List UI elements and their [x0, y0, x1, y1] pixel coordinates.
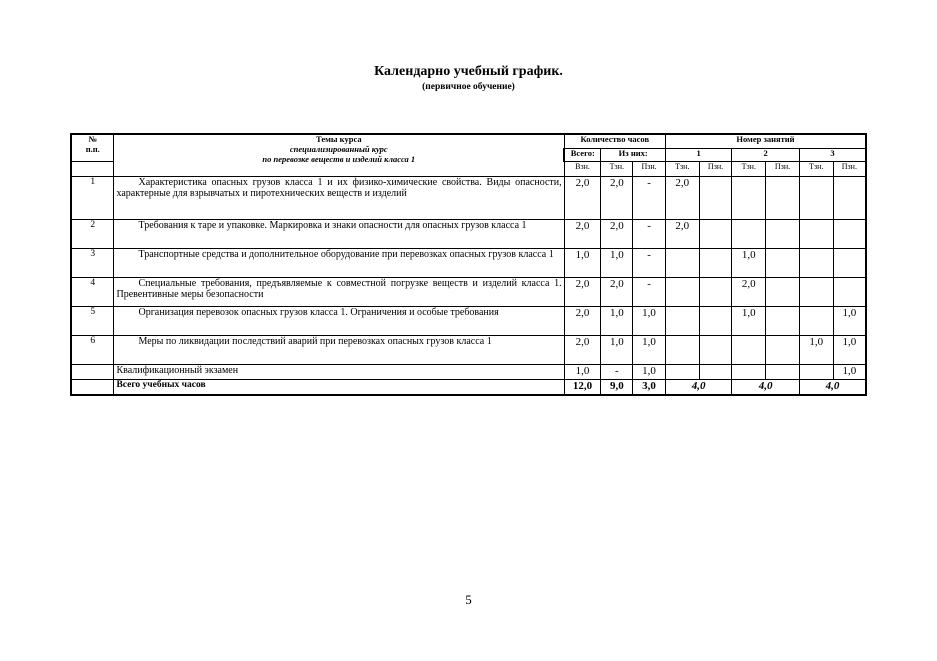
row-s3-pzn — [833, 277, 866, 306]
header-of-them: Из них: — [601, 148, 665, 161]
page-subtitle: (первичное обучение) — [422, 82, 515, 92]
total-num-blank — [71, 379, 114, 395]
row-num — [71, 364, 114, 379]
total-session-1: 4,0 — [665, 379, 731, 395]
row-s3-pzn — [833, 176, 866, 219]
row-tzn: 2,0 — [601, 219, 633, 248]
row-vzn: 1,0 — [564, 248, 601, 277]
row-pzn: - — [633, 277, 666, 306]
row-topic: Квалификационный экзамен — [114, 364, 564, 379]
row-s1-pzn — [699, 248, 732, 277]
row-pzn: - — [633, 219, 666, 248]
header-topics-line3: по перевозке веществ и изделий класса 1 — [262, 153, 416, 164]
row-tzn: 2,0 — [601, 176, 633, 219]
row-s3-pzn — [833, 219, 866, 248]
row-s1-pzn — [699, 219, 732, 248]
row-s2-tzn: 1,0 — [732, 248, 766, 277]
row-s2-tzn — [732, 364, 766, 379]
row-s3-tzn — [799, 364, 833, 379]
header-s3-tzn: Тзн. — [799, 161, 833, 176]
row-s1-tzn: 2,0 — [665, 219, 699, 248]
row-vzn: 2,0 — [564, 219, 601, 248]
row-num: 2 — [71, 219, 114, 248]
row-num: 1 — [71, 176, 114, 219]
row-s1-pzn — [699, 306, 732, 335]
total-session-2: 4,0 — [732, 379, 800, 395]
header-pzn: Пзн. — [633, 161, 666, 176]
row-s3-pzn: 1,0 — [833, 306, 866, 335]
row-s2-pzn — [766, 364, 800, 379]
total-row — [71, 379, 866, 395]
row-s3-pzn: 1,0 — [833, 364, 866, 379]
row-num: 5 — [71, 306, 114, 335]
row-s2-pzn — [766, 219, 800, 248]
total-tzn: 9,0 — [601, 379, 633, 395]
header-num-line1: № — [88, 134, 97, 144]
row-s1-tzn — [665, 364, 699, 379]
row-num: 3 — [71, 248, 114, 277]
row-s3-tzn — [799, 176, 833, 219]
header-hours-group: Количество часов — [564, 134, 665, 148]
table-row — [71, 306, 866, 335]
header-s2-tzn: Тзн. — [732, 161, 766, 176]
page-title: Календарно учебный график. — [374, 64, 563, 79]
row-topic: Организация перевозок опасных грузов класса 1. Ограничения и особые требования — [114, 306, 564, 335]
row-s3-tzn — [799, 219, 833, 248]
header-s3-pzn: Пзн. — [833, 161, 866, 176]
row-pzn: 1,0 — [633, 364, 666, 379]
header-sessions-group: Номер занятий — [665, 134, 866, 148]
row-s3-pzn — [833, 248, 866, 277]
row-s2-pzn — [766, 176, 800, 219]
row-s2-tzn — [732, 335, 766, 364]
total-vzn: 12,0 — [564, 379, 601, 395]
row-pzn: - — [633, 176, 666, 219]
total-session-3: 4,0 — [799, 379, 866, 395]
row-s1-tzn — [665, 248, 699, 277]
header-s1-pzn: Пзн. — [699, 161, 732, 176]
header-topics-line1: Темы курса — [316, 134, 362, 144]
schedule-table — [70, 133, 867, 396]
table-row — [71, 277, 866, 306]
row-s1-pzn — [699, 335, 732, 364]
table-row — [71, 219, 866, 248]
row-pzn: 1,0 — [633, 335, 666, 364]
row-s2-pzn — [766, 277, 800, 306]
row-vzn: 2,0 — [564, 176, 601, 219]
table-row — [71, 364, 866, 379]
total-pzn: 3,0 — [633, 379, 666, 395]
row-vzn: 1,0 — [564, 364, 601, 379]
header-tzn: Тзн. — [601, 161, 633, 176]
row-tzn: 1,0 — [601, 335, 633, 364]
row-pzn: - — [633, 248, 666, 277]
row-s2-tzn — [732, 219, 766, 248]
row-pzn: 1,0 — [633, 306, 666, 335]
row-topic: Характеристика опасных грузов класса 1 и их физико-химические свойства. Виды опасности, характерные для взрывчатых и пиротехнических веществ и изделий — [114, 176, 564, 219]
row-s1-tzn — [665, 335, 699, 364]
page-number: 5 — [465, 592, 472, 607]
header-topics-line2: специализированный курс — [289, 143, 388, 154]
header-session-3: 3 — [799, 148, 866, 161]
row-vzn: 2,0 — [564, 277, 601, 306]
row-tzn: 1,0 — [601, 248, 633, 277]
row-s2-pzn — [766, 306, 800, 335]
header-num-blank — [71, 161, 114, 176]
header-session-1: 1 — [665, 148, 731, 161]
header-num-line2: п.п. — [85, 143, 100, 154]
row-tzn: 2,0 — [601, 277, 633, 306]
header-num — [71, 134, 114, 161]
row-s2-tzn: 2,0 — [732, 277, 766, 306]
row-s2-pzn — [766, 335, 800, 364]
table-row — [71, 248, 866, 277]
row-s2-tzn — [732, 176, 766, 219]
row-topic: Требования к таре и упаковке. Маркировка и знаки опасности для опасных грузов класса 1 — [114, 219, 564, 248]
row-s3-tzn — [799, 306, 833, 335]
row-tzn: - — [601, 364, 633, 379]
row-tzn: 1,0 — [601, 306, 633, 335]
row-topic: Меры по ликвидации последствий аварий при перевозках опасных грузов класса 1 — [114, 335, 564, 364]
row-s3-tzn — [799, 248, 833, 277]
row-s1-tzn — [665, 306, 699, 335]
row-s1-tzn: 2,0 — [665, 176, 699, 219]
row-s1-pzn — [699, 277, 732, 306]
row-s1-pzn — [699, 176, 732, 219]
table-row — [71, 176, 866, 219]
row-s3-pzn: 1,0 — [833, 335, 866, 364]
header-session-2: 2 — [732, 148, 800, 161]
header-total: Всего: — [564, 148, 601, 161]
header-topics — [114, 134, 564, 176]
row-num: 6 — [71, 335, 114, 364]
total-label: Всего учебных часов — [114, 379, 564, 395]
row-s1-pzn — [699, 364, 732, 379]
row-s2-pzn — [766, 248, 800, 277]
row-vzn: 2,0 — [564, 306, 601, 335]
header-s2-pzn: Пзн. — [766, 161, 800, 176]
row-s3-tzn: 1,0 — [799, 335, 833, 364]
row-topic: Специальные требования, предъявляемые к совместной погрузке веществ и изделий класса 1. Превентивные меры безопасности — [114, 277, 564, 306]
header-s1-tzn: Тзн. — [665, 161, 699, 176]
table-row — [71, 335, 866, 364]
row-vzn: 2,0 — [564, 335, 601, 364]
row-s1-tzn — [665, 277, 699, 306]
header-vzn: Взн. — [564, 161, 601, 176]
row-s3-tzn — [799, 277, 833, 306]
row-num: 4 — [71, 277, 114, 306]
row-topic: Транспортные средства и дополнительное оборудование при перевозках опасных грузов класса 1 — [114, 248, 564, 277]
row-s2-tzn: 1,0 — [732, 306, 766, 335]
